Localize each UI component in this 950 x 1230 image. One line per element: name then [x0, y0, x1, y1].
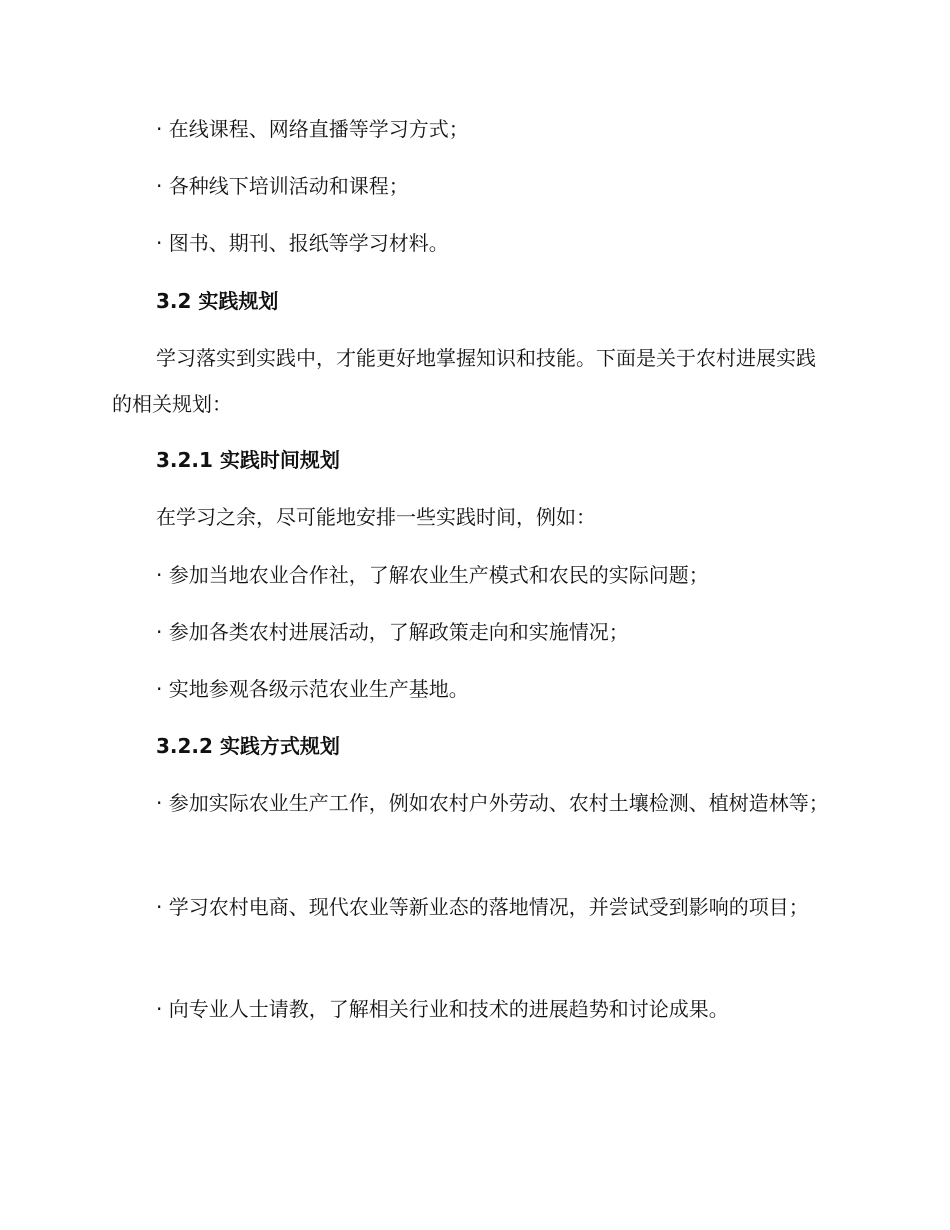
bullet-item: · 参加各类农村进展活动，了解政策走向和实施情况；: [156, 620, 629, 644]
bullet-item: · 实地参观各级示范农业生产基地。: [156, 677, 469, 701]
bullet-item: · 参加当地农业合作社，了解农业生产模式和农民的实际问题；: [156, 563, 709, 587]
bullet-item: · 在线课程、网络直播等学习方式；: [156, 117, 469, 141]
bullet-item: · 各种线下培训活动和课程；: [156, 174, 409, 198]
bullet-item: · 图书、期刊、报纸等学习材料。: [156, 231, 449, 255]
bullet-item: · 学习农村电商、现代农业等新业态的落地情况，并尝试受到影响的项目；: [156, 895, 809, 919]
subsection-heading: 3.2.1 实践时间规划: [156, 448, 340, 472]
section-heading: 3.2 实践规划: [156, 289, 279, 313]
paragraph: 在学习之余，尽可能地安排一些实践时间，例如：: [156, 505, 596, 529]
bullet-item: · 参加实际农业生产工作，例如农村户外劳动、农村土壤检测、植树造林等；: [156, 791, 829, 815]
subsection-heading: 3.2.2 实践方式规划: [156, 734, 340, 758]
bullet-item: · 向专业人士请教，了解相关行业和技术的进展趋势和讨论成果。: [156, 997, 729, 1021]
paragraph: 学习落实到实践中，才能更好地掌握知识和技能。下面是关于农村进展实践的相关规划：: [112, 346, 816, 416]
